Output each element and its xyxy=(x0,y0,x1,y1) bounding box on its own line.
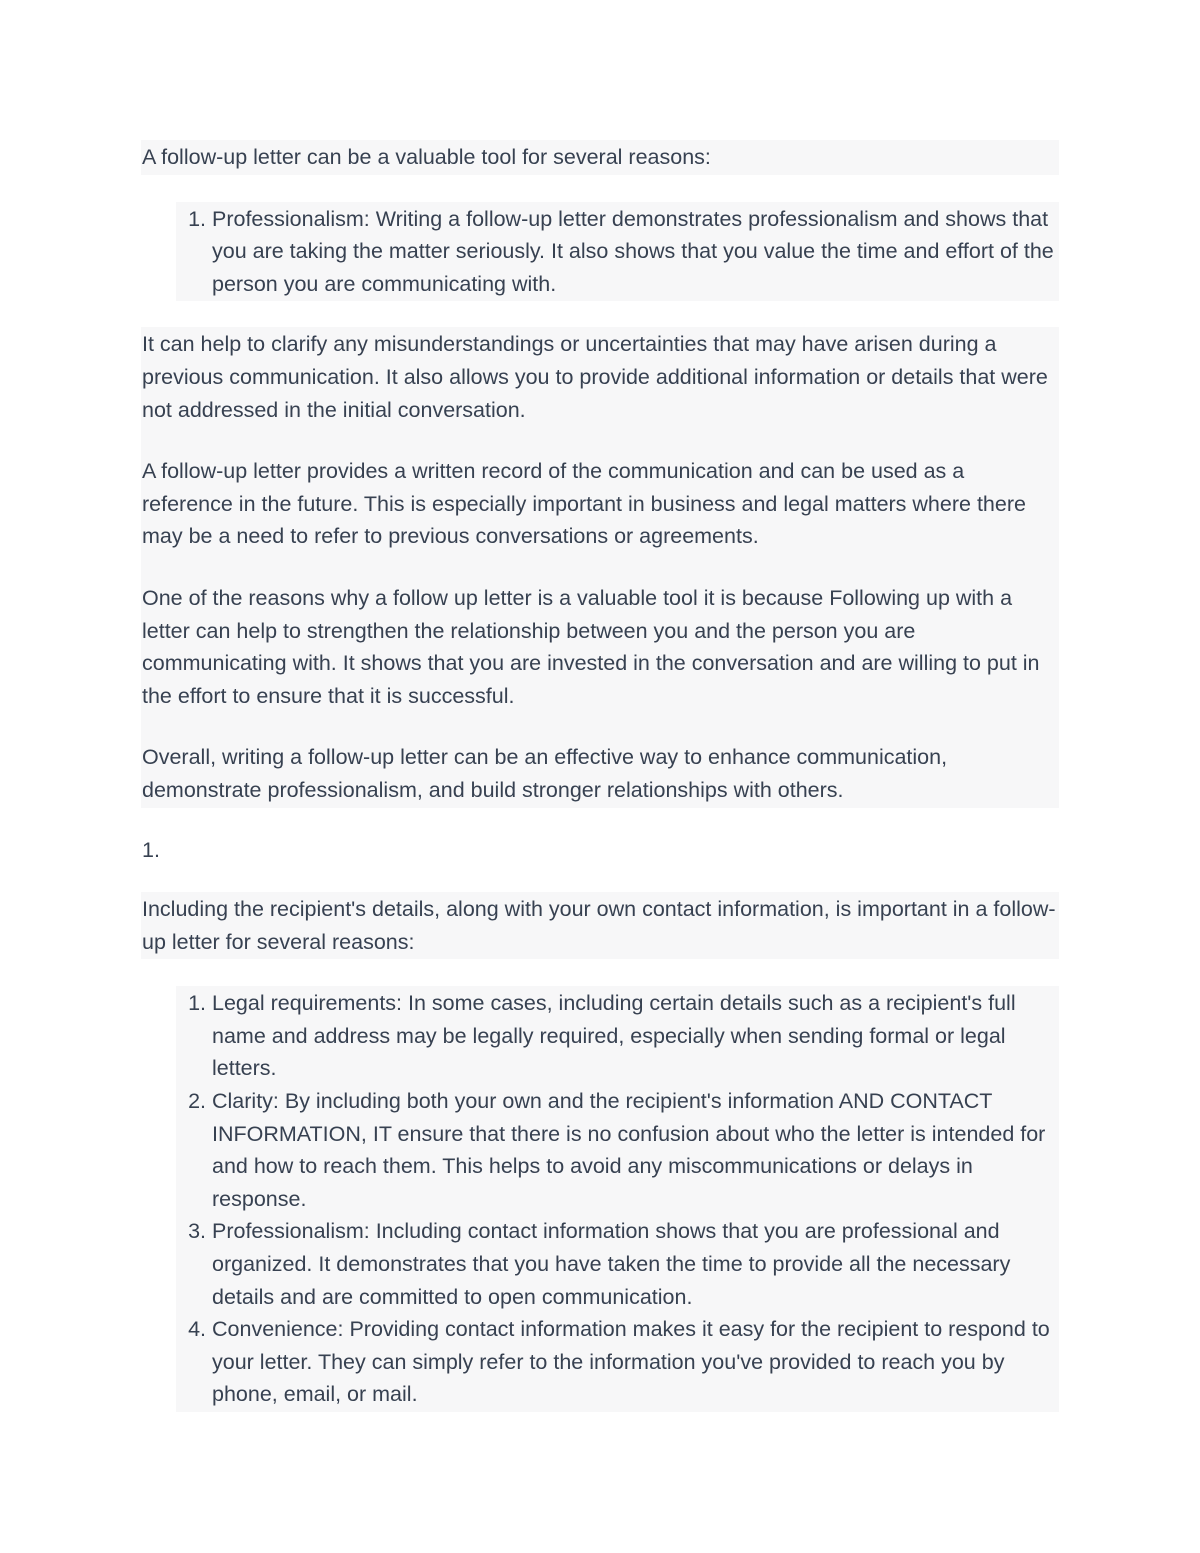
overall-paragraph: Overall, writing a follow-up letter can be an effective way to enhance communication, demonstrate professionalism, and build stronger relationships with others. xyxy=(142,745,948,802)
document-page xyxy=(141,140,1059,1412)
reasons-list-2 xyxy=(176,986,1059,1412)
list-item: 1. Professionalism: Writing a follow-up letter demonstrates professionalism and shows that you are taking the matter seriously. It also shows that you value the time and effort of the person you are communicating with. xyxy=(212,203,1059,301)
record-paragraph: A follow-up letter provides a written record of the communication and can be used as a reference in the future. This is especially important in business and legal matters where there may be a need to refer to previous conversations or agreements. xyxy=(142,459,1026,549)
relationship-paragraph: One of the reasons why a follow up letter is a valuable tool it is because Following up with a letter can help to strengthen the relationship between you and the person you are communicating with. It shows that you are invested in the conversation and are willing to put in the effort to ensure that it is successful. xyxy=(142,585,1040,708)
reasons-list-1 xyxy=(176,202,1059,302)
body-section xyxy=(141,327,1059,807)
clarify-paragraph: It can help to clarify any misunderstandings or uncertainties that may have arisen during a previous communication. It also allows you to provide additional information or details that were not addressed in the initial conversation. xyxy=(142,332,1048,422)
stray-list-number: 1. xyxy=(142,837,160,862)
intro-paragraph-1: A follow-up letter can be a valuable tool for several reasons: xyxy=(141,140,1059,175)
list-item: 1. Legal requirements: In some cases, including certain details such as a recipient's full name and address may be legally required, especially when sending formal or legal letters. xyxy=(212,987,1059,1085)
list-item: 2. Clarity: By including both your own and the recipient's information AND CONTACT INFORMATION, IT ensure that there is no confusion about who the letter is intended for and how to reach them. This helps to avoid any miscommunications or delays in response. xyxy=(212,1085,1059,1215)
intro-paragraph-2: Including the recipient's details, along with your own contact information, is important in a follow-up letter for several reasons: xyxy=(141,892,1059,959)
list-item: 3. Professionalism: Including contact information shows that you are professional and organized. It demonstrates that you have taken the time to provide all the necessary details and are committed to open communication. xyxy=(212,1215,1059,1313)
list-item: 4. Convenience: Providing contact information makes it easy for the recipient to respond to your letter. They can simply refer to the information you've provided to reach you by phone, email, or mail. xyxy=(212,1313,1059,1411)
